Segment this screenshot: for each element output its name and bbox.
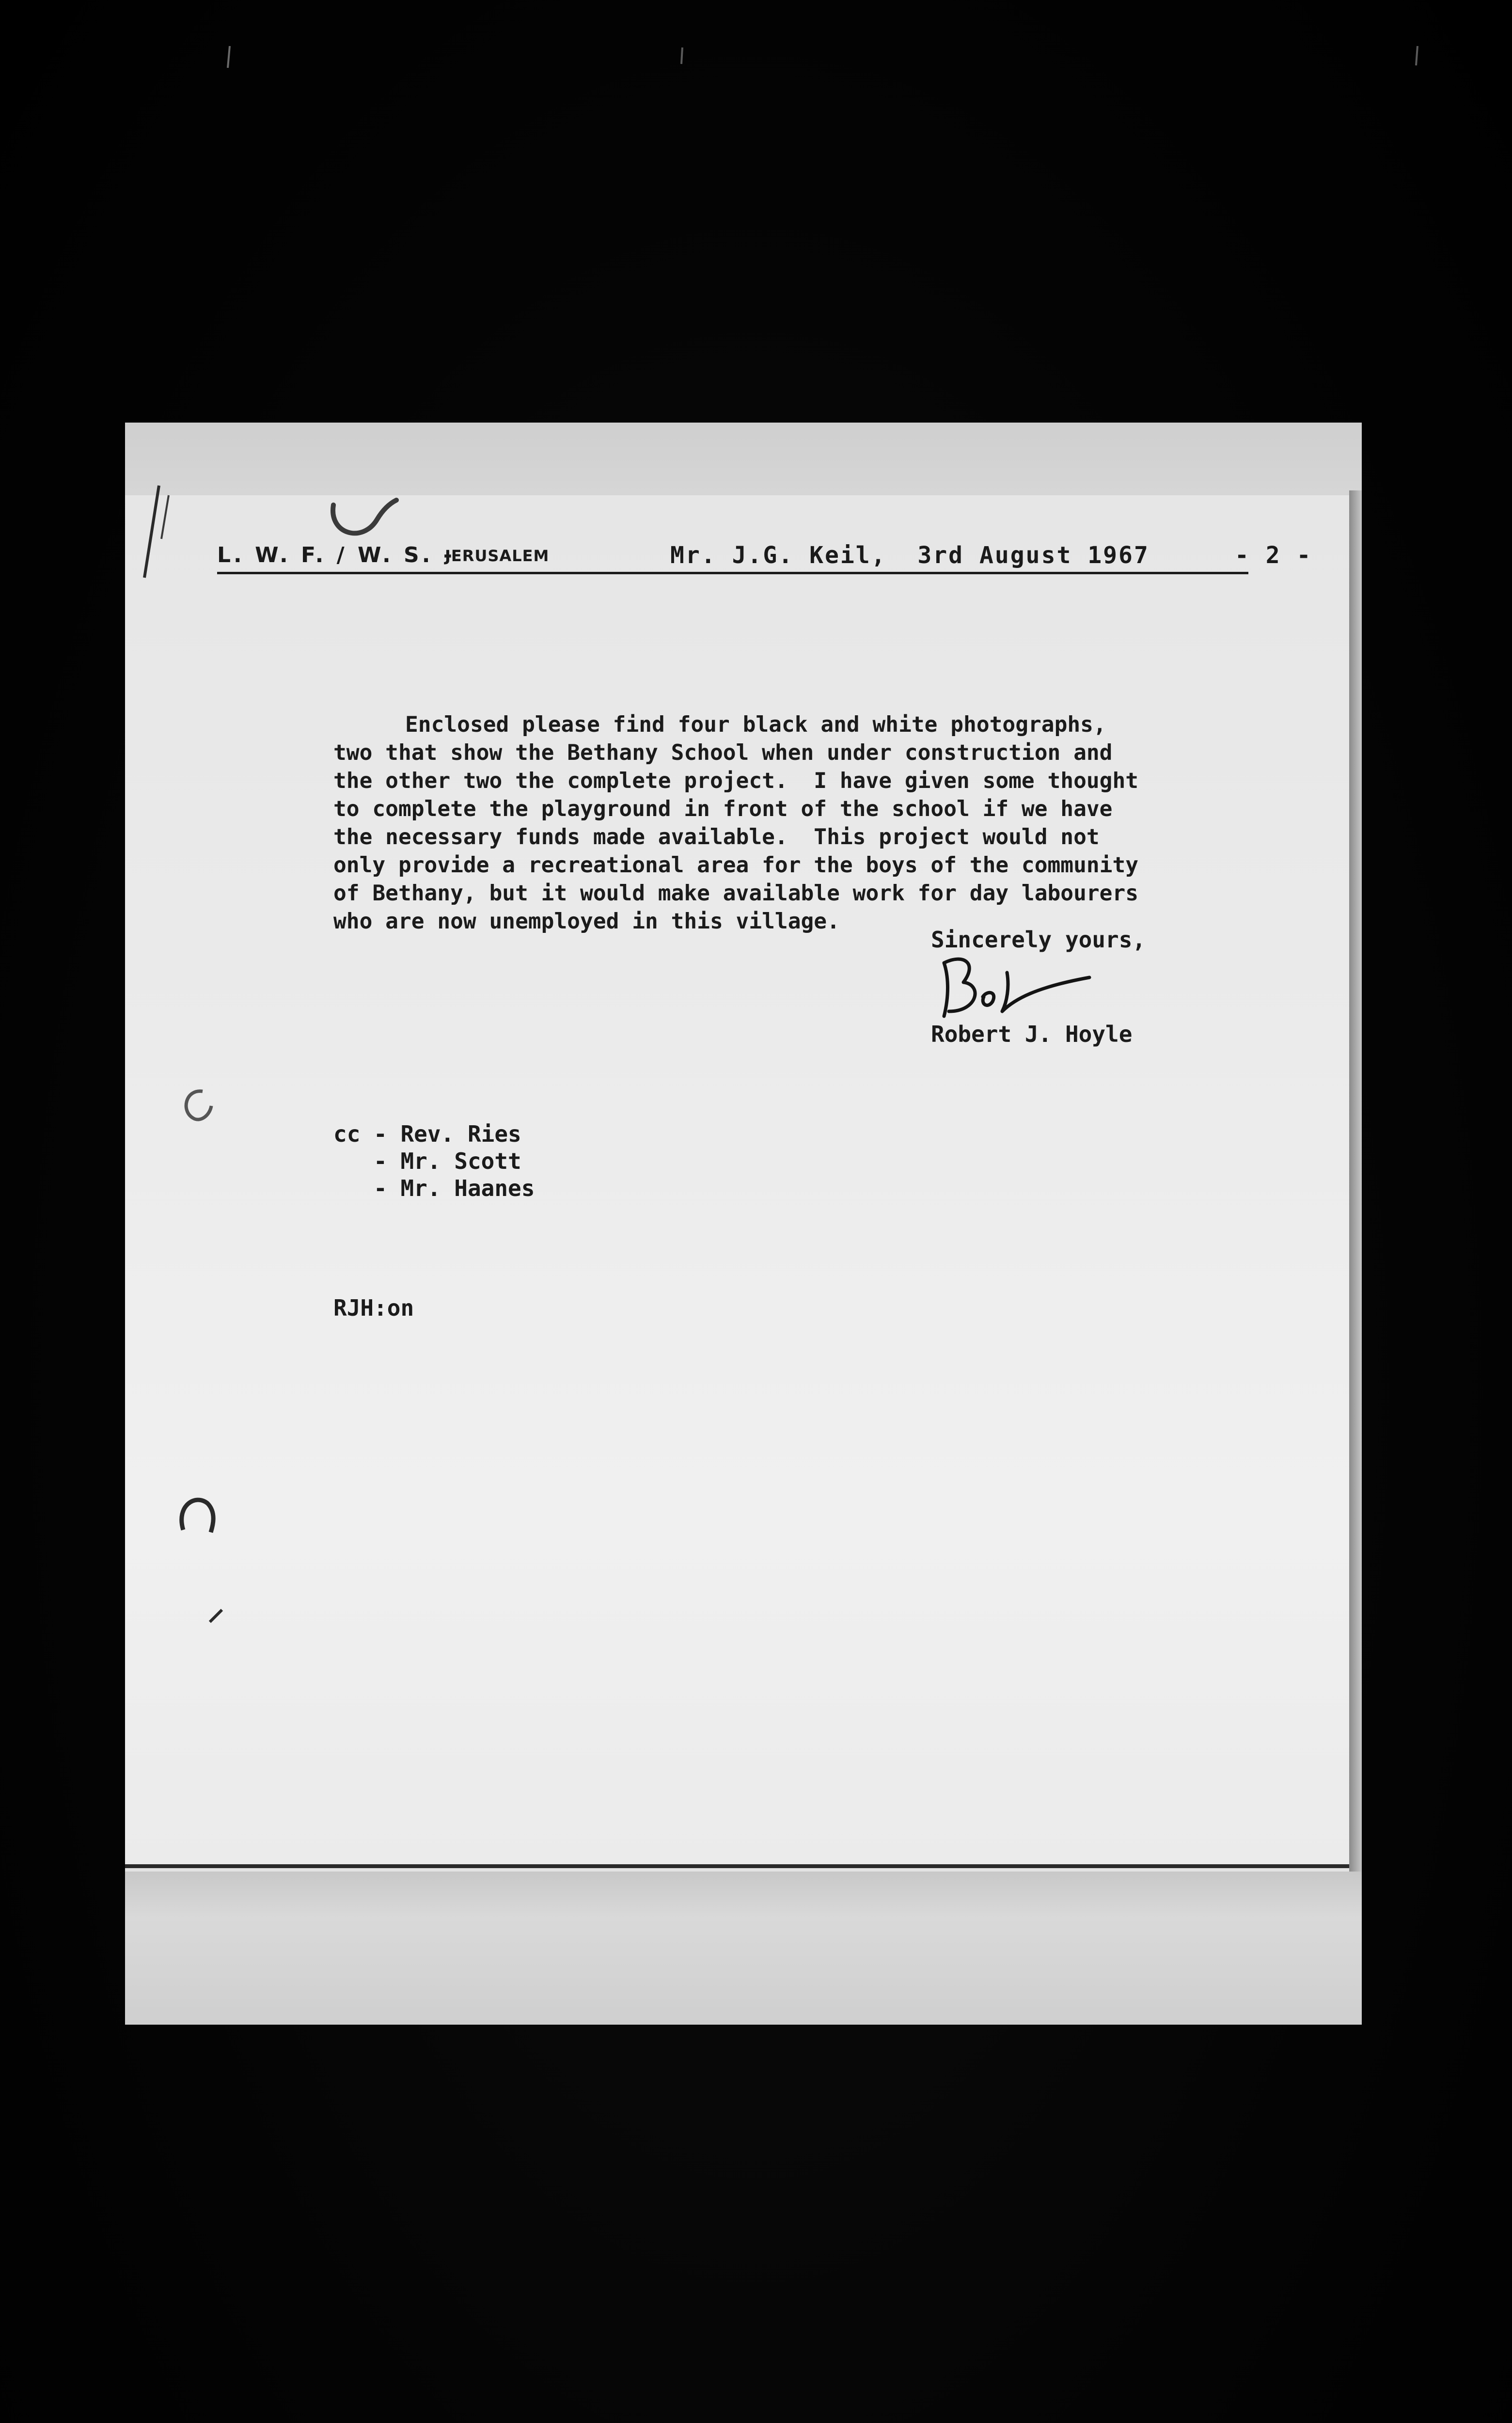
- cc-list: [333, 1120, 535, 1202]
- letter-sheet: [125, 495, 1355, 1868]
- header-rule: [217, 572, 1248, 574]
- body-line: who are now unemployed in this village.: [333, 909, 840, 934]
- header-page-number: - 2 -: [1235, 542, 1312, 569]
- page-edge-shadow: [1349, 490, 1362, 1872]
- body-line: Enclosed please find four black and white photographs,: [405, 712, 1106, 737]
- signature-image: [929, 944, 1094, 1026]
- letter-body: [333, 711, 1138, 936]
- signer-name: Robert J. Hoyle: [931, 1021, 1133, 1047]
- body-line: the necessary funds made available. This project would not: [333, 825, 1100, 850]
- page-bottom-edge: [125, 1872, 1362, 2025]
- cc-line: cc - Rev. Ries: [333, 1121, 521, 1147]
- page-fold-mark: [140, 481, 188, 582]
- cc-line: - Mr. Haanes: [333, 1175, 535, 1201]
- body-line: only provide a recreational area for the boys of the community: [333, 853, 1139, 878]
- header-city: JERUSALEM: [445, 547, 550, 565]
- letter-page: [125, 423, 1362, 2025]
- punch-hole-lower: [171, 1486, 224, 1540]
- letter-header: [217, 543, 1362, 572]
- page-top-edge: [125, 423, 1362, 495]
- closing-salutation: Sincerely yours,: [931, 927, 1146, 953]
- staple-mark: [319, 490, 406, 544]
- body-line: the other two the complete project. I have given some thought: [333, 769, 1139, 793]
- body-line: to complete the playground in front of the school if we have: [333, 797, 1113, 821]
- punch-hole-upper: [173, 1082, 222, 1130]
- typist-initials: RJH:on: [333, 1295, 414, 1321]
- header-reference: Mr. J.G. Keil, 3rd August 1967: [670, 542, 1150, 569]
- cc-line: - Mr. Scott: [333, 1148, 521, 1174]
- film-speck: [207, 1605, 227, 1624]
- body-line: two that show the Bethany School when under construction and: [333, 740, 1113, 765]
- body-line: of Bethany, but it would make available work for day labourers: [333, 881, 1139, 906]
- header-organization: L. W. F. / W. S. -: [217, 543, 456, 567]
